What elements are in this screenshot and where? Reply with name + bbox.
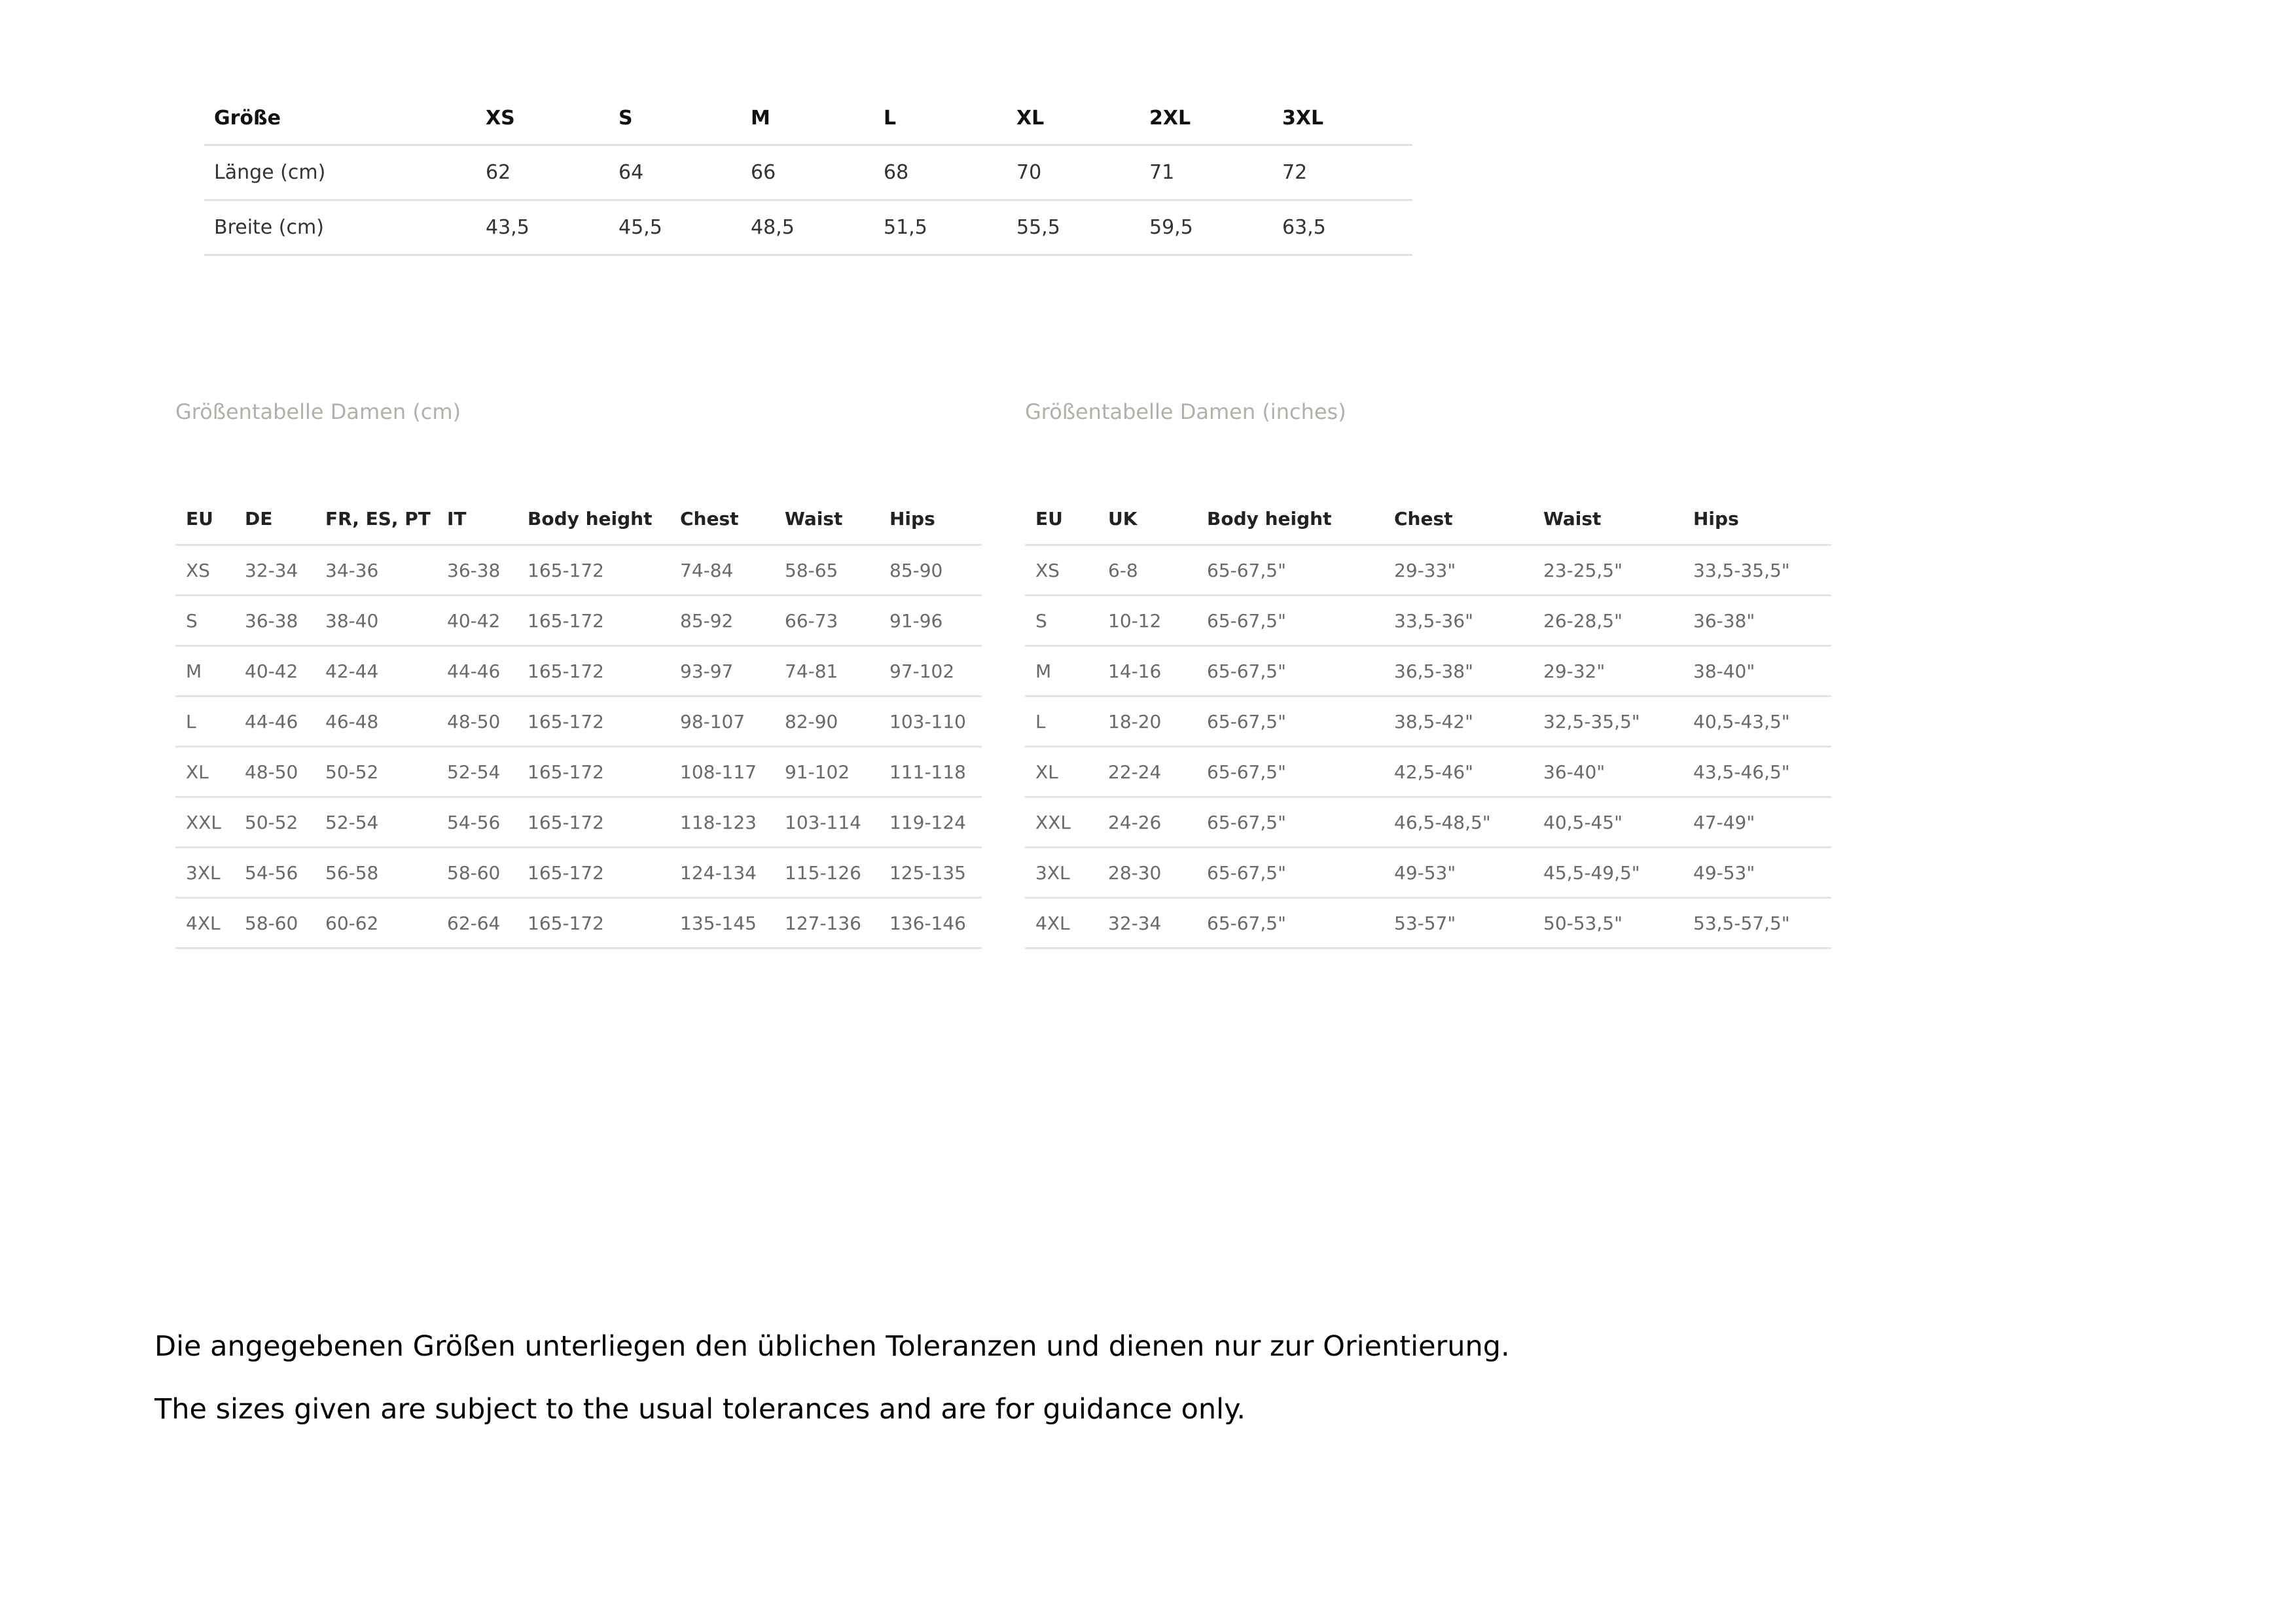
table-cell: Breite (cm) — [204, 200, 476, 255]
table-cell: 91-102 — [774, 747, 879, 797]
table-cell: 44-46 — [437, 646, 517, 696]
tolerance-note-de: Die angegebenen Größen unterliegen den üblichen Toleranzen und dienen nur zur Orientierung. — [154, 1330, 1510, 1363]
table-cell: 97-102 — [879, 646, 982, 696]
table-cell: 49-53" — [1384, 848, 1533, 898]
table-cell: 62-64 — [437, 898, 517, 948]
table-row — [175, 696, 982, 747]
table-cell: 103-114 — [774, 797, 879, 848]
header-cell: XS — [476, 92, 609, 145]
table-cell: 29-33" — [1384, 545, 1533, 596]
table-cell: 56-58 — [315, 848, 437, 898]
table-cell: 33,5-35,5" — [1683, 545, 1831, 596]
table-cell: 50-53,5" — [1533, 898, 1683, 948]
table-cell: 58-65 — [774, 545, 879, 596]
table-cell: 50-52 — [234, 797, 315, 848]
header-cell: EU — [1025, 494, 1098, 545]
table-cell: 45,5-49,5" — [1533, 848, 1683, 898]
header-cell: 3XL — [1272, 92, 1412, 145]
header-cell: M — [741, 92, 874, 145]
table-cell: 32-34 — [234, 545, 315, 596]
header-cell: L — [874, 92, 1007, 145]
table-cell: 165-172 — [517, 596, 670, 646]
table-row — [175, 797, 982, 848]
header-cell: Chest — [670, 494, 774, 545]
table-cell: 119-124 — [879, 797, 982, 848]
header-cell: IT — [437, 494, 517, 545]
table-cell: 22-24 — [1098, 747, 1196, 797]
table-cell: 111-118 — [879, 747, 982, 797]
table-row — [1025, 545, 1831, 596]
header-cell: Waist — [1533, 494, 1683, 545]
header-cell: UK — [1098, 494, 1196, 545]
table-cell: 125-135 — [879, 848, 982, 898]
table-cell: 34-36 — [315, 545, 437, 596]
header-cell: Body height — [1196, 494, 1384, 545]
table-cell: 42,5-46" — [1384, 747, 1533, 797]
header-cell: S — [609, 92, 741, 145]
table-cell: 40-42 — [234, 646, 315, 696]
header-cell: Body height — [517, 494, 670, 545]
header-cell: FR, ES, PT — [315, 494, 437, 545]
table-cell: 82-90 — [774, 696, 879, 747]
table-cell: 40,5-45" — [1533, 797, 1683, 848]
header-cell: Waist — [774, 494, 879, 545]
size-chart-inches-title: Größentabelle Damen (inches) — [1025, 399, 1346, 424]
table-cell: 165-172 — [517, 797, 670, 848]
header-cell: Größe — [204, 92, 476, 145]
table-cell: 52-54 — [437, 747, 517, 797]
table-cell: 48-50 — [234, 747, 315, 797]
table-header-row — [204, 92, 1412, 145]
table-cell: 91-96 — [879, 596, 982, 646]
table-cell: 65-67,5" — [1196, 747, 1384, 797]
table-row — [1025, 646, 1831, 696]
table-cell: 48,5 — [741, 200, 874, 255]
header-cell: XL — [1007, 92, 1139, 145]
table-cell: 65-67,5" — [1196, 596, 1384, 646]
tolerance-note-en: The sizes given are subject to the usual tolerances and are for guidance only. — [154, 1393, 1246, 1426]
table-cell: 23-25,5" — [1533, 545, 1683, 596]
table-row — [175, 848, 982, 898]
header-cell: 2XL — [1139, 92, 1272, 145]
table-cell: 66 — [741, 145, 874, 200]
header-cell: Hips — [1683, 494, 1831, 545]
table-cell: XS — [175, 545, 234, 596]
table-row — [1025, 747, 1831, 797]
table-cell: 46,5-48,5" — [1384, 797, 1533, 848]
table-cell: Länge (cm) — [204, 145, 476, 200]
table-cell: 32,5-35,5" — [1533, 696, 1683, 747]
table-cell: 115-126 — [774, 848, 879, 898]
table-cell: 24-26 — [1098, 797, 1196, 848]
table-cell: 44-46 — [234, 696, 315, 747]
table-cell: 48-50 — [437, 696, 517, 747]
table-cell: 4XL — [175, 898, 234, 948]
table-row — [175, 545, 982, 596]
table-cell: S — [1025, 596, 1098, 646]
table-row — [204, 200, 1412, 255]
table-cell: 46-48 — [315, 696, 437, 747]
table-cell: XL — [1025, 747, 1098, 797]
table-cell: 165-172 — [517, 545, 670, 596]
table-cell: 32-34 — [1098, 898, 1196, 948]
table-cell: 72 — [1272, 145, 1412, 200]
table-cell: L — [175, 696, 234, 747]
table-cell: 53,5-57,5" — [1683, 898, 1831, 948]
table-cell: 71 — [1139, 145, 1272, 200]
table-cell: 65-67,5" — [1196, 545, 1384, 596]
table-cell: 51,5 — [874, 200, 1007, 255]
table-row — [1025, 696, 1831, 747]
table-cell: 36-40" — [1533, 747, 1683, 797]
table-row — [1025, 797, 1831, 848]
table-row — [175, 596, 982, 646]
table-cell: 74-81 — [774, 646, 879, 696]
table-row — [175, 747, 982, 797]
table-cell: 103-110 — [879, 696, 982, 747]
table-cell: 36,5-38" — [1384, 646, 1533, 696]
table-row — [175, 898, 982, 948]
table-row — [1025, 596, 1831, 646]
table-cell: 43,5 — [476, 200, 609, 255]
product-measurement-table — [204, 92, 1412, 256]
table-cell: 40,5-43,5" — [1683, 696, 1831, 747]
header-cell: DE — [234, 494, 315, 545]
table-cell: 64 — [609, 145, 741, 200]
table-cell: 38,5-42" — [1384, 696, 1533, 747]
table-cell: 18-20 — [1098, 696, 1196, 747]
table-cell: 26-28,5" — [1533, 596, 1683, 646]
table-cell: M — [175, 646, 234, 696]
size-chart-inches-table — [1025, 494, 1831, 949]
size-chart-cm-table — [175, 494, 982, 949]
table-cell: 70 — [1007, 145, 1139, 200]
table-cell: 14-16 — [1098, 646, 1196, 696]
table-cell: 60-62 — [315, 898, 437, 948]
table-cell: 58-60 — [234, 898, 315, 948]
table-cell: 65-67,5" — [1196, 848, 1384, 898]
table-cell: 6-8 — [1098, 545, 1196, 596]
table-header-row — [1025, 494, 1831, 545]
header-cell: Hips — [879, 494, 982, 545]
table-cell: 62 — [476, 145, 609, 200]
table-cell: 40-42 — [437, 596, 517, 646]
table-cell: 74-84 — [670, 545, 774, 596]
table-cell: 98-107 — [670, 696, 774, 747]
table-cell: 43,5-46,5" — [1683, 747, 1831, 797]
table-cell: 124-134 — [670, 848, 774, 898]
table-header-row — [175, 494, 982, 545]
table-row — [1025, 898, 1831, 948]
table-cell: 36-38 — [437, 545, 517, 596]
table-cell: 165-172 — [517, 898, 670, 948]
table-cell: 36-38 — [234, 596, 315, 646]
table-cell: 65-67,5" — [1196, 646, 1384, 696]
table-cell: 42-44 — [315, 646, 437, 696]
table-row — [204, 145, 1412, 200]
table-cell: XXL — [1025, 797, 1098, 848]
table-cell: L — [1025, 696, 1098, 747]
table-cell: 127-136 — [774, 898, 879, 948]
table-cell: 63,5 — [1272, 200, 1412, 255]
table-cell: 65-67,5" — [1196, 696, 1384, 747]
header-cell: Chest — [1384, 494, 1533, 545]
table-cell: 3XL — [175, 848, 234, 898]
table-cell: 54-56 — [234, 848, 315, 898]
table-cell: 66-73 — [774, 596, 879, 646]
table-cell: 52-54 — [315, 797, 437, 848]
table-cell: 58-60 — [437, 848, 517, 898]
table-cell: 93-97 — [670, 646, 774, 696]
table-cell: 165-172 — [517, 848, 670, 898]
table-cell: 85-92 — [670, 596, 774, 646]
table-row — [1025, 848, 1831, 898]
table-cell: 85-90 — [879, 545, 982, 596]
table-cell: 108-117 — [670, 747, 774, 797]
table-cell: 38-40 — [315, 596, 437, 646]
table-cell: 36-38" — [1683, 596, 1831, 646]
table-cell: 54-56 — [437, 797, 517, 848]
table-cell: 165-172 — [517, 646, 670, 696]
table-cell: 3XL — [1025, 848, 1098, 898]
table-cell: 65-67,5" — [1196, 898, 1384, 948]
table-cell: 45,5 — [609, 200, 741, 255]
table-cell: XL — [175, 747, 234, 797]
table-cell: 33,5-36" — [1384, 596, 1533, 646]
table-cell: 136-146 — [879, 898, 982, 948]
table-cell: 28-30 — [1098, 848, 1196, 898]
table-cell: XS — [1025, 545, 1098, 596]
table-cell: 118-123 — [670, 797, 774, 848]
table-cell: 49-53" — [1683, 848, 1831, 898]
table-cell: XXL — [175, 797, 234, 848]
table-cell: 59,5 — [1139, 200, 1272, 255]
header-cell: EU — [175, 494, 234, 545]
table-cell: 38-40" — [1683, 646, 1831, 696]
table-cell: 10-12 — [1098, 596, 1196, 646]
table-cell: 47-49" — [1683, 797, 1831, 848]
table-cell: 65-67,5" — [1196, 797, 1384, 848]
table-cell: 50-52 — [315, 747, 437, 797]
table-cell: 165-172 — [517, 696, 670, 747]
table-cell: M — [1025, 646, 1098, 696]
table-row — [175, 646, 982, 696]
table-cell: 4XL — [1025, 898, 1098, 948]
table-cell: 55,5 — [1007, 200, 1139, 255]
table-cell: 135-145 — [670, 898, 774, 948]
table-cell: 68 — [874, 145, 1007, 200]
table-cell: 53-57" — [1384, 898, 1533, 948]
size-chart-cm-title: Größentabelle Damen (cm) — [175, 399, 461, 424]
table-cell: 29-32" — [1533, 646, 1683, 696]
table-cell: S — [175, 596, 234, 646]
table-cell: 165-172 — [517, 747, 670, 797]
